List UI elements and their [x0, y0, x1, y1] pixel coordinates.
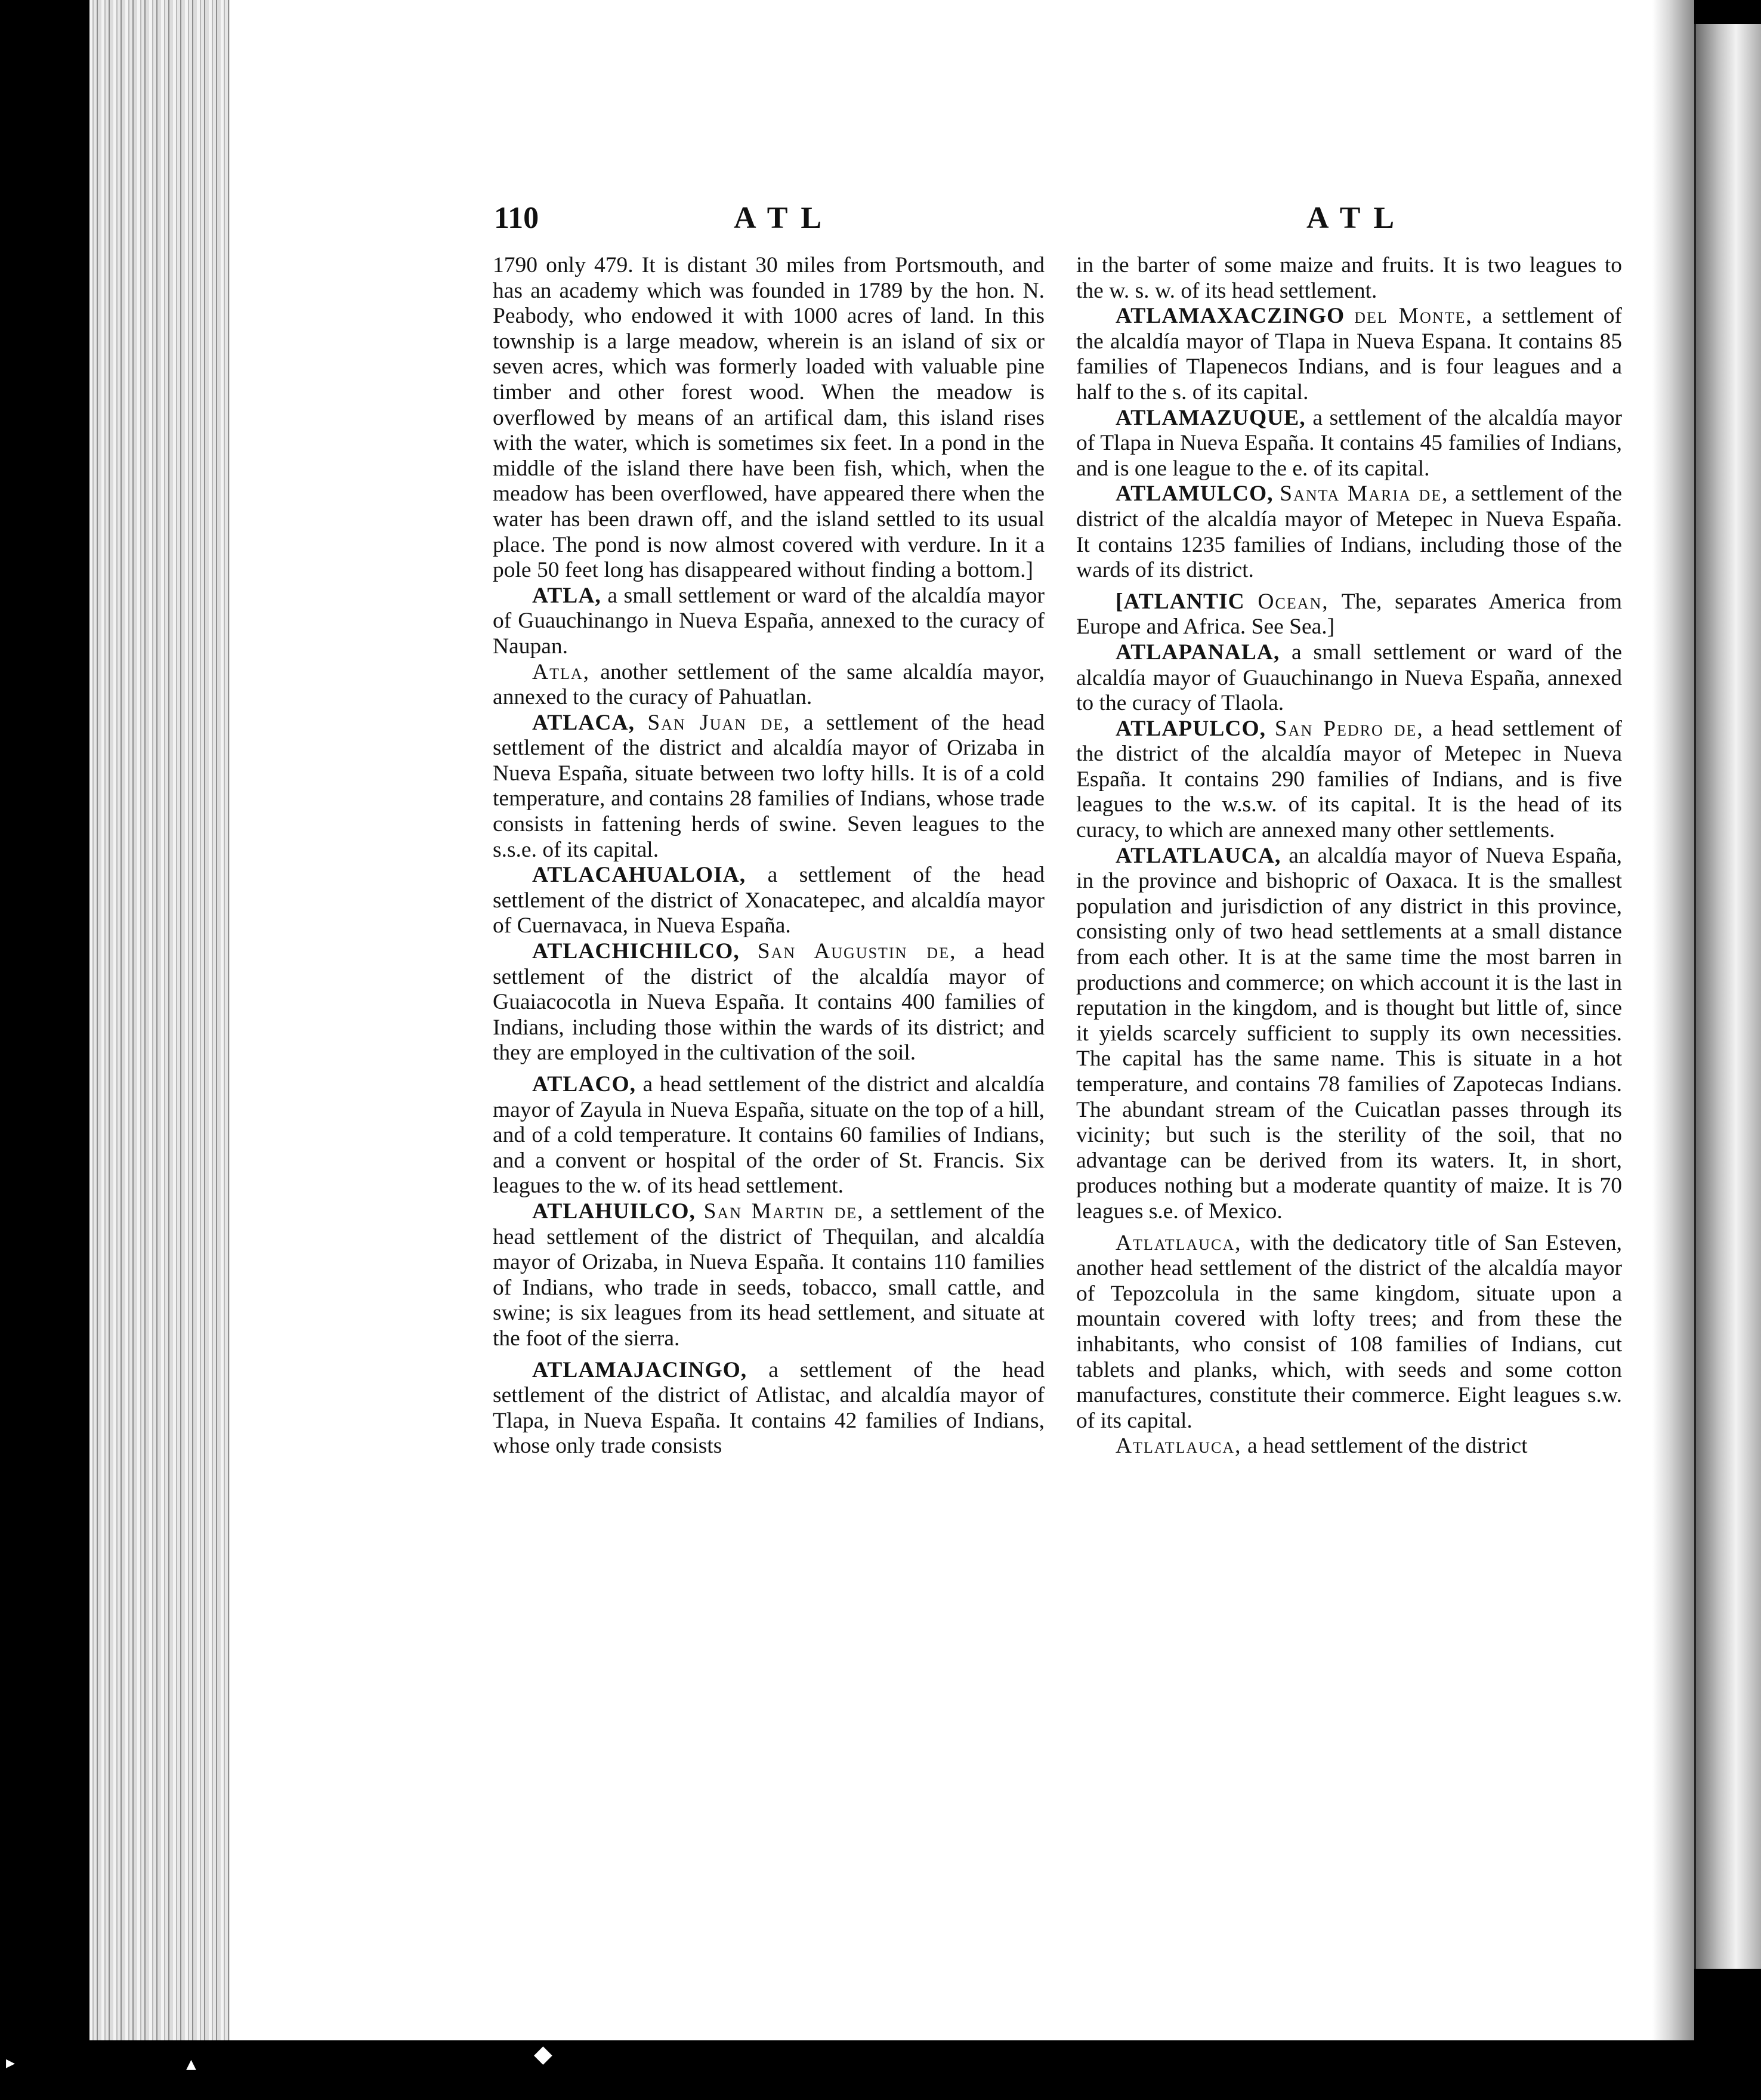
- entry-headword: Atlatlauca,: [1116, 1434, 1242, 1459]
- entry-headword: ATLACHICHILCO,: [532, 939, 740, 964]
- entry-paragraph: [493, 863, 1045, 939]
- entry-paragraph: [1076, 304, 1622, 405]
- entry-headword: ATLAMAXACZINGO: [1116, 304, 1345, 329]
- entry-headword: ATLAPULCO,: [1116, 716, 1266, 741]
- entry-paragraph: [1076, 481, 1622, 583]
- entry-paragraph: [493, 711, 1045, 863]
- entry-headword: ATLAPANALA,: [1116, 640, 1280, 665]
- entry-subtitle: Ocean,: [1258, 589, 1329, 614]
- entry-text: with the dedicatory title of San Esteven, another head settlement of the district of the alcaldía mayor of Tepozcolula in the same kingdom, situate upon a mountain covered with lofty trees; and from these the inhabitants, who consist of 108 families of Indians, cut tablets and planks, which, with seeds and some cotton manufactures, constitute their commerce. Eight leagues s.w. of its capital.: [1076, 1230, 1622, 1433]
- entry-text: a settlement of the district of the alcaldía mayor of Metepec in Nueva España. It contains 1235 families of Indians, including those of the wards of its district.: [1076, 481, 1622, 583]
- entry-text: a settlement of the alcaldía mayor of Tlapa in Nueva España. It contains 45 families of Indians, and is one league to the e. of its capital.: [1076, 405, 1622, 481]
- entry-paragraph: [493, 583, 1045, 660]
- entry-subtitle: San Martin de,: [703, 1199, 864, 1224]
- entry-text: 1790 only 479. It is distant 30 miles from Portsmouth, and has an academy which was founded in 1789 by the hon. N. Peabody, who endowed it with 1000 acres of land. In this township is a large meadow, wherein is an island of six or seven acres, which was formerly loaded with valuable pine timber and other forest wood. When the meadow is overflowed by means of an artifical dam, this island rises with the water, which is sometimes six feet. In a pond in the middle of the island there have been fish, which, when the meadow has been overflowed, have appeared there when the water has been drawn off, and the island settled to its usual place. The pond is now almost covered with verdure. In it a pole 50 feet long has disappeared without finding a bottom.]: [493, 253, 1045, 583]
- running-head-left: ATL: [734, 201, 835, 235]
- entry-headword: ATLAMAJACINGO,: [532, 1357, 747, 1382]
- entry-text: a head settlement of the district: [1247, 1434, 1528, 1459]
- entry-headword: Atla,: [532, 659, 590, 684]
- entry-paragraph: [1076, 589, 1622, 640]
- entry-subtitle: San Pedro de,: [1274, 716, 1424, 741]
- book-page-edges: [89, 0, 232, 2040]
- entry-headword: Atlatlauca,: [1116, 1230, 1242, 1255]
- entry-paragraph: [1076, 1231, 1622, 1434]
- entry-text: a head settlement of the district of the alcaldía mayor of Metepec in Nueva España. It contains 290 families of Indians, and is five leagues to the w.s.w. of its capital. It is the head of its curacy, to which are annexed many other settlements.: [1076, 716, 1622, 843]
- entry-paragraph: [1076, 406, 1622, 482]
- entry-headword: ATLACO,: [532, 1072, 637, 1097]
- entry-headword: ATLATLAUCA,: [1116, 843, 1281, 868]
- entry-text: a settlement of the head settlement of the district of Atlistac, and alcaldía mayor of Tlapa, in Nueva España. It contains 42 families of Indians, whose only trade consists: [493, 1357, 1045, 1459]
- entry-paragraph: [493, 1072, 1045, 1199]
- entry-text: a head settlement of the district of the alcaldía mayor of Guaiacocotla in Nueva España. It contains 400 families of Indians, including those within the wards of its district; and they are employed in the cultivation of the soil.: [493, 939, 1045, 1066]
- entry-text: in the barter of some maize and fruits. It is two leagues to the w. s. w. of its head settlement.: [1076, 253, 1622, 303]
- entry-text: a settlement of the head settlement of the district and alcaldía mayor of Orizaba in Nueva España, situate between two lofty hills. It is of a cold temperature, and contains 28 families of Indians, whose trade consists in fattening herds of swine. Seven leagues to the s.s.e. of its capital.: [493, 710, 1045, 862]
- entry-paragraph: [1076, 640, 1622, 717]
- running-head-right: ATL: [1306, 201, 1408, 235]
- right-column: [1076, 253, 1622, 1780]
- entry-text: an alcaldía mayor of Nueva España, in the province and bishopric of Oaxaca. It is the smallest population and jurisdiction of any district in this province, consisting only of two head settlements at a small distance from each other. It is at the same time the most barren in productions and commerce; on which account it is the last in reputation in the kingdom, and is thought but little of, since it yields scarcely sufficient to supply its own necessities. The capital has the same name. This is situate in a hot temperature, and contains 78 families of Zapotecas Indians. The abundant stream of the Cuicatlan passes through its vicinity; but such is the sterility of the soil, that no advantage can be derived from its waters. It, in short, produces nothing but a moderate quantity of maize. It is 70 leagues s.e. of Mexico.: [1076, 843, 1622, 1224]
- entry-headword: ATLACAHUALOIA,: [532, 863, 746, 888]
- entry-paragraph: [1076, 1434, 1622, 1459]
- entry-headword: ATLAMULCO,: [1116, 481, 1274, 507]
- scan-speck: ◆: [534, 2040, 552, 2068]
- entry-text: a small settlement or ward of the alcaldía mayor of Guauchinango in Nueva España, annexed to the curacy of Tlaola.: [1076, 640, 1622, 716]
- entry-headword: ATLAMAZUQUE,: [1116, 405, 1306, 430]
- entry-paragraph: [493, 939, 1045, 1066]
- entry-paragraph: [493, 1199, 1045, 1352]
- entry-text: a settlement of the head settlement of the district of Xonacatepec, and alcaldía mayor of Cuernavaca, in Nueva España.: [493, 863, 1045, 938]
- entry-paragraph: [1076, 717, 1622, 844]
- entry-text: a settlement of the head settlement of the district of Thequilan, and alcaldía mayor of Orizaba, in Nueva España. It contains 110 families of Indians, who trade in seeds, tobacco, small cattle, and swine; is six leagues from its head settlement, and situate at the foot of the sierra.: [493, 1199, 1045, 1351]
- entry-paragraph: [493, 1358, 1045, 1459]
- entry-subtitle: del Monte,: [1354, 304, 1473, 329]
- entry-text: The, separates America from Europe and Africa. See Sea.]: [1076, 589, 1622, 640]
- entry-paragraph: [1076, 844, 1622, 1225]
- page-number: 110: [494, 201, 539, 235]
- entry-subtitle: Santa Maria de,: [1280, 481, 1449, 507]
- facing-page-edge: [1694, 24, 1761, 1969]
- scan-speck: ▸: [6, 2052, 16, 2073]
- entry-paragraph: [1076, 253, 1622, 304]
- entry-subtitle: San Juan de,: [647, 710, 791, 735]
- entry-paragraph: [493, 253, 1045, 583]
- entry-headword: ATLAHUILCO,: [532, 1199, 696, 1224]
- left-column: [493, 253, 1045, 1780]
- entry-text: a small settlement or ward of the alcaldía mayor of Guauchinango in Nueva España, annexed to the curacy of Naupan.: [493, 583, 1045, 659]
- entry-paragraph: [493, 660, 1045, 711]
- entry-headword: ATLA,: [532, 583, 601, 608]
- entry-subtitle: San Augustin de,: [757, 939, 957, 964]
- entry-text: another settlement of the same alcaldía mayor, annexed to the curacy of Pahuatlan.: [493, 659, 1045, 710]
- entry-text: a settlement of the alcaldía mayor of Tlapa in Nueva Espana. It contains 85 families of Tlapenecos Indians, and is four leagues and a half to the s. of its capital.: [1076, 304, 1622, 404]
- entry-headword: [ATLANTIC: [1116, 589, 1245, 614]
- entry-headword: ATLACA,: [532, 710, 635, 735]
- entry-text: a head settlement of the district and alcaldía mayor of Zayula in Nueva España, situate on the top of a hill, and of a cold temperature. It contains 60 families of Indians, and a convent or hospital of the order of St. Francis. Six leagues to the w. of its head settlement.: [493, 1072, 1045, 1199]
- scan-speck: ▲: [186, 2057, 196, 2072]
- gutter-shadow: [1652, 0, 1694, 2040]
